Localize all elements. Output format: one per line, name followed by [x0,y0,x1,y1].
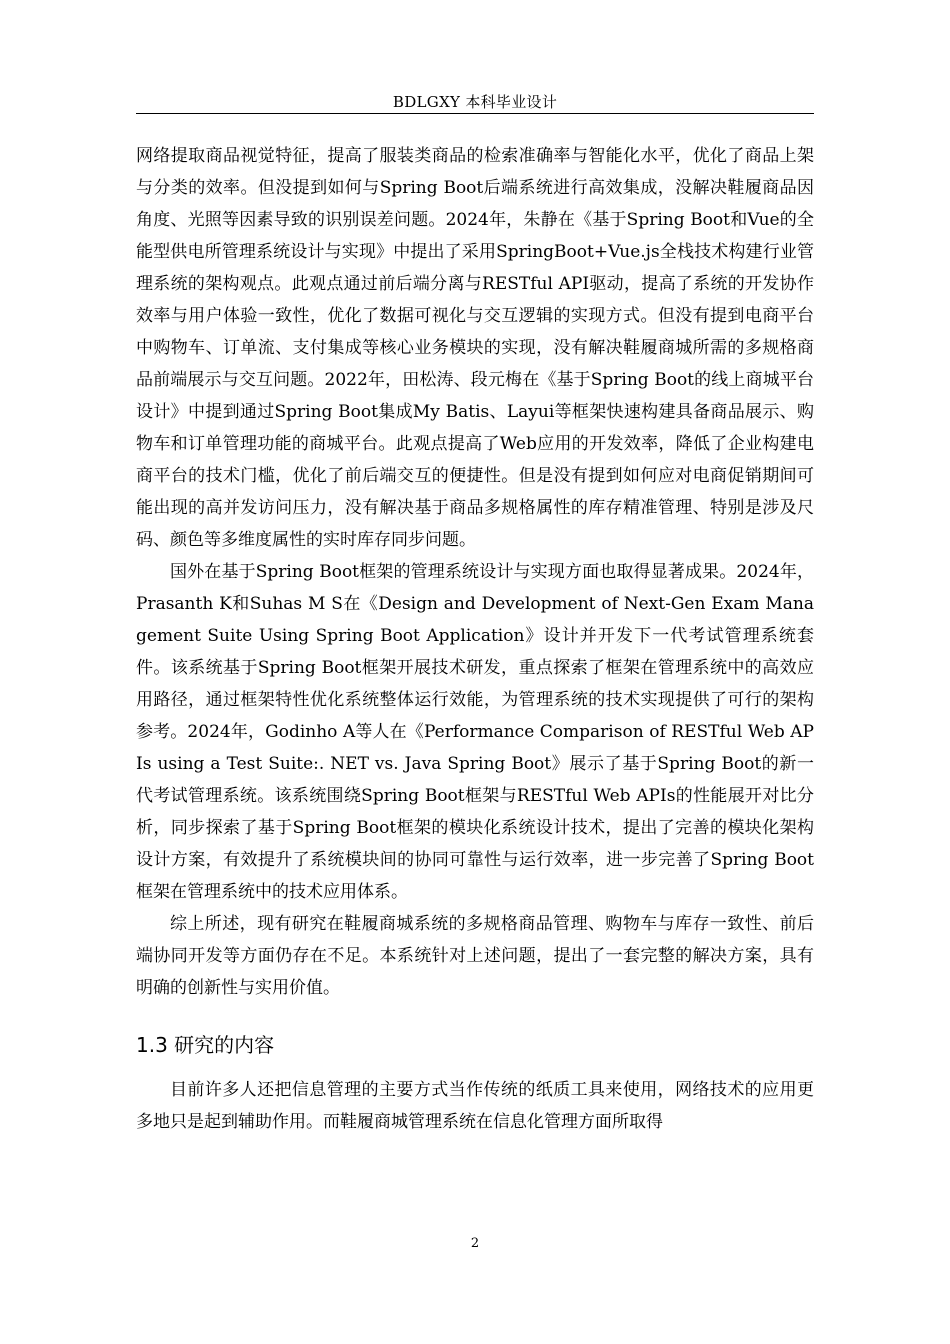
paragraph-prior-work-foreign: 国外在基于Spring Boot框架的管理系统设计与实现方面也取得显著成果。2024年，Prasanth K和Suhas M S在《Design and Development of Next-Gen Exam Management Suite Using Spring Boot Application》设计并开发下一代考试管理系统套件。该系统基于Spring Boot框架开展技术研发，重点探索了框架在管理系统中的高效应用路径，通过框架特性优化系统整体运行效能，为管理系统的技术实现提供了可行的架构参考。2024年，Godinho A等人在《Performance Comparison of RESTful Web APIs using a Test Suite:. NET vs. Java Spring Boot》展示了基于Spring Boot的新一代考试管理系统。该系统围绕Spring Boot框架与RESTful Web APIs的性能展开对比分析，同步探索了基于Spring Boot框架的模块化系统设计技术，提出了完善的模块化架构设计方案，有效提升了系统模块间的协同可靠性与运行效率，进一步完善了Spring Boot框架在管理系统中的技术应用体系。 [136,562,814,902]
page-number: 2 [470,1236,480,1251]
paragraph-prior-work-domestic: 网络提取商品视觉特征，提高了服装类商品的检索准确率与智能化水平，优化了商品上架与分类的效率。但没提到如何与Spring Boot后端系统进行高效集成，没解决鞋履商品因角度、光照等因素导致的识别误差问题。2024年，朱静在《基于Spring Boot和Vue的全能型供电所管理系统设计与实现》中提出了采用SpringBoot+Vue.js全栈技术构建行业管理系统的架构观点。此观点通过前后端分离与RESTful API驱动，提高了系统的开发协作效率与用户体验一致性，优化了数据可视化与交互逻辑的实现方式。但没有提到电商平台中购物车、订单流、支付集成等核心业务模块的实现，没有解决鞋履商城所需的多规格商品前端展示与交互问题。2022年，田松涛、段元梅在《基于Spring Boot的线上商城平台设计》中提到通过Spring Boot集成My Batis、Layui等框架快速构建具备商品展示、购物车和订单管理功能的商城平台。此观点提高了Web应用的开发效率，降低了企业构建电商平台的技术门槛，优化了前后端交互的便捷性。但是没有提到如何应对电商促销期间可能出现的高并发访问压力，没有解决基于商品多规格属性的库存精准管理、特别是涉及尺码、颜色等多维度属性的实时库存同步问题。 [136,146,814,550]
paragraph-research-content: 目前许多人还把信息管理的主要方式当作传统的纸质工具来使用，网络技术的应用更多地只是起到辅助作用。而鞋履商城管理系统在信息化管理方面所取得 [136,1080,814,1132]
header-divider [136,113,814,114]
body-text [136,140,814,1138]
running-header: BDLGXY 本科毕业设计 [392,93,558,111]
section-heading: 1.3 研究的内容 [136,1033,275,1057]
paragraph-summary: 综上所述，现有研究在鞋履商城系统的多规格商品管理、购物车与库存一致性、前后端协同开发等方面仍存在不足。本系统针对上述问题，提出了一套完整的解决方案，具有明确的创新性与实用价值。 [136,914,814,998]
